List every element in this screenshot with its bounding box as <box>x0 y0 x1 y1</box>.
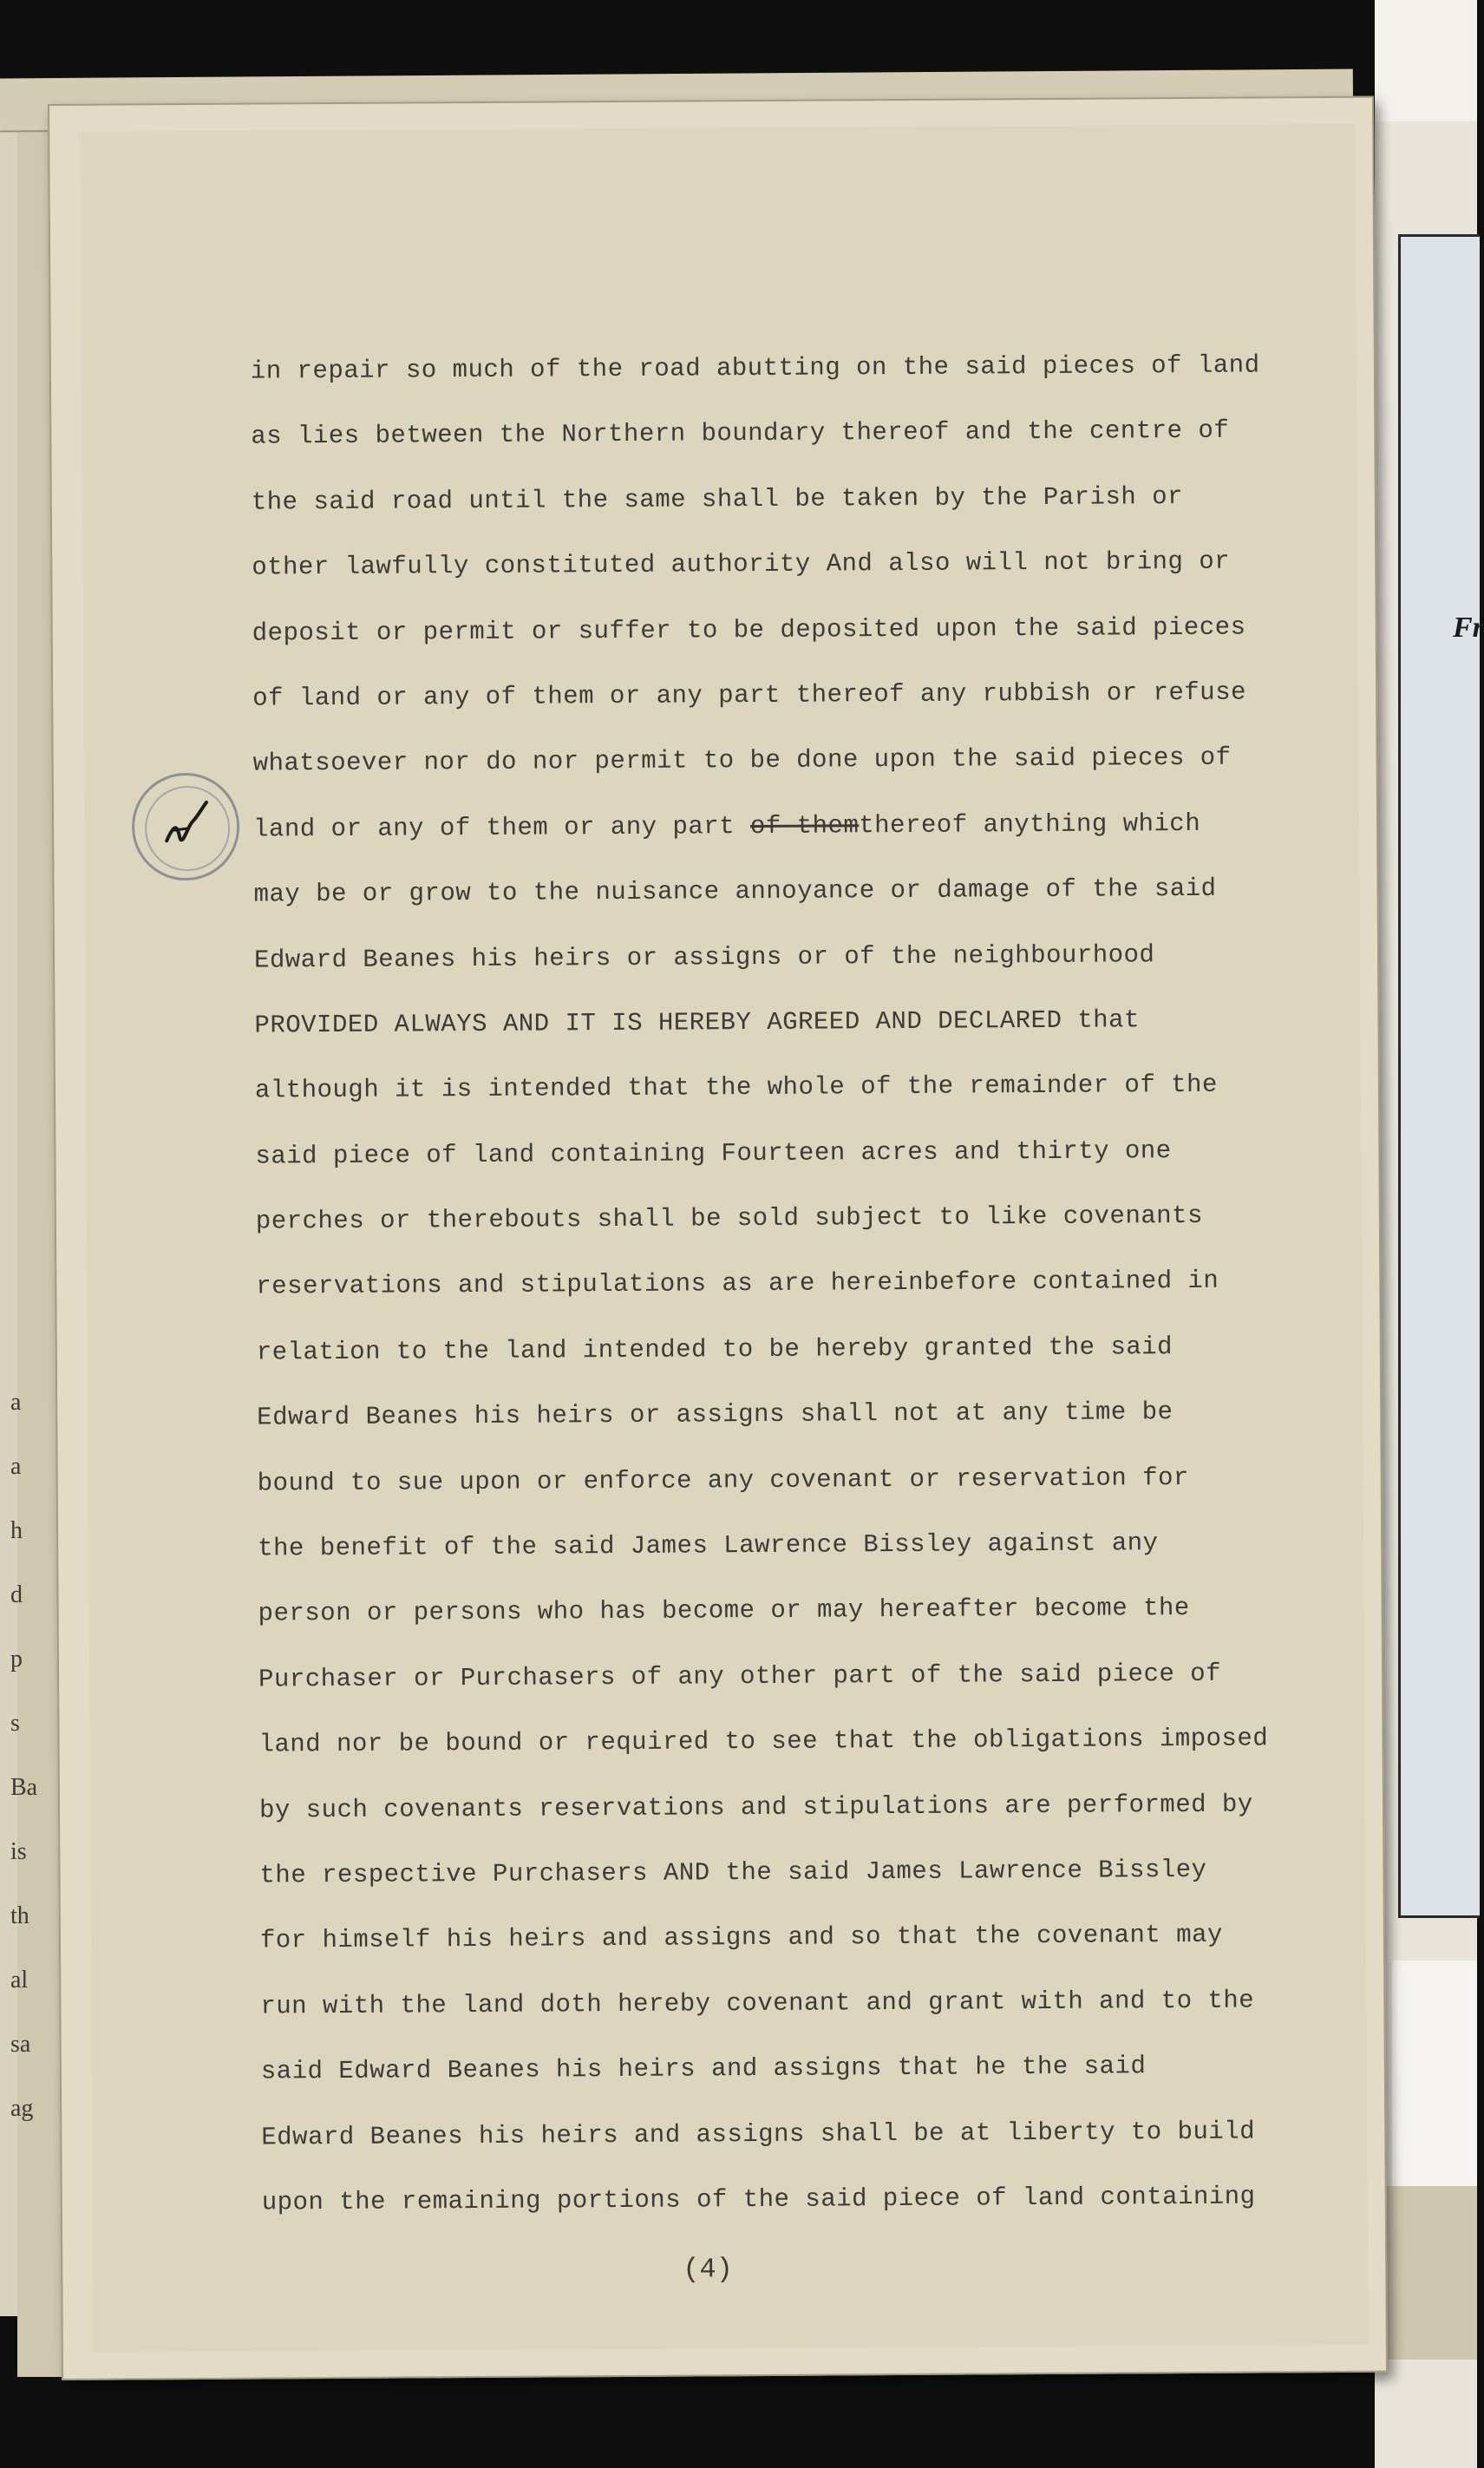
mount-lower-card <box>1392 1961 1477 2190</box>
document-line: of land or any of them or any part thereof any rubbish or refuse <box>252 678 1247 713</box>
mount-top-card <box>1375 0 1477 121</box>
stamp-signature-icon <box>132 773 240 881</box>
document-line: by such covenants reservations and stipulations are performed by <box>258 1790 1253 1825</box>
document-line: PROVIDED ALWAYS AND IT IS HEREBY AGREED AND DECLARED that <box>254 1005 1141 1040</box>
document-body <box>251 332 1372 2236</box>
circular-stamp-icon <box>132 773 240 881</box>
document-line: Edward Beanes his heirs or assigns or of the neighbourhood <box>253 939 1155 975</box>
page-number: (4) <box>683 2253 733 2286</box>
document-line: although it is intended that the whole of the remainder of the <box>254 1070 1219 1105</box>
document-line: person or persons who has become or may hereafter become the <box>258 1594 1190 1628</box>
document-line: as lies between the Northern boundary thereof and the centre of <box>251 416 1230 451</box>
mount-bottom-panel <box>1375 2186 1477 2360</box>
underlying-letter: p <box>10 1646 23 1673</box>
document-line: relation to the land intended to be hereby granted the said <box>256 1332 1173 1367</box>
underlying-page-text <box>0 1371 52 2141</box>
document-line: bound to sue upon or enforce any covenant or reservation for <box>257 1463 1189 1498</box>
mount-label: Fr <box>1453 612 1484 644</box>
document-line: reservations and stipulations as are hereinbefore contained in <box>256 1267 1219 1302</box>
document-line: in repair so much of the road abutting on the said pieces of land <box>250 350 1260 386</box>
document-line: the said road until the same shall be taken by the Parish or <box>251 481 1184 517</box>
document-line: whatsoever nor do nor permit to be done upon the said pieces of <box>252 743 1232 778</box>
underlying-letter: Ba <box>10 1774 38 1801</box>
right-mount-board <box>1375 0 1484 2468</box>
document-line: Edward Beanes his heirs or assigns shall not at any time be <box>257 1398 1173 1432</box>
underlying-letter: a <box>10 1453 22 1480</box>
document-line <box>253 789 1363 861</box>
document-line: said piece of land containing Fourteen acres and thirty one <box>255 1136 1172 1171</box>
underlying-letter: d <box>10 1581 23 1608</box>
underlying-letter: h <box>10 1517 23 1544</box>
document-line: upon the remaining portions of the said piece of land containing <box>261 2182 1256 2217</box>
underlying-letter: a <box>10 1389 22 1416</box>
struck-text: of them <box>749 811 860 841</box>
document-line: run with the land doth hereby covenant and grant with and to the <box>260 1986 1255 2021</box>
document-line: said Edward Beanes his heirs and assigns that he the said <box>260 2052 1147 2086</box>
underlying-letter: th <box>10 1902 29 1929</box>
document-page <box>48 96 1388 2380</box>
document-line: Edward Beanes his heirs and assigns shall be at liberty to build <box>261 2117 1256 2152</box>
document-line: land nor be bound or required to see that the obligations imposed <box>258 1724 1269 1759</box>
document-line: the benefit of the said James Lawrence Bissley against any <box>258 1529 1159 1563</box>
underlying-letter: s <box>10 1710 20 1737</box>
document-line: for himself his heirs and assigns and so that the covenant may <box>259 1921 1224 1955</box>
underlying-letter: al <box>10 1967 29 1993</box>
document-line: Purchaser or Purchasers of any other part of the said piece of <box>258 1659 1222 1694</box>
document-line: the respective Purchasers AND the said James Lawrence Bissley <box>259 1855 1207 1890</box>
document-line: deposit or permit or suffer to be deposited upon the said pieces <box>252 612 1246 648</box>
line-text: thereof anything which <box>859 808 1201 841</box>
underlying-letter: ag <box>10 2095 34 2122</box>
mount-frame <box>1398 234 1480 1918</box>
document-line: may be or grow to the nuisance annoyance or damage of the said <box>253 874 1217 909</box>
document-line: perches or therebouts shall be sold subject to like covenants <box>255 1201 1204 1236</box>
underlying-letter: sa <box>10 2031 31 2058</box>
line-text: land or any of them or any part <box>253 811 751 844</box>
document-line: other lawfully constituted authority And also will not bring or <box>252 547 1231 582</box>
underlying-letter: is <box>10 1838 27 1865</box>
